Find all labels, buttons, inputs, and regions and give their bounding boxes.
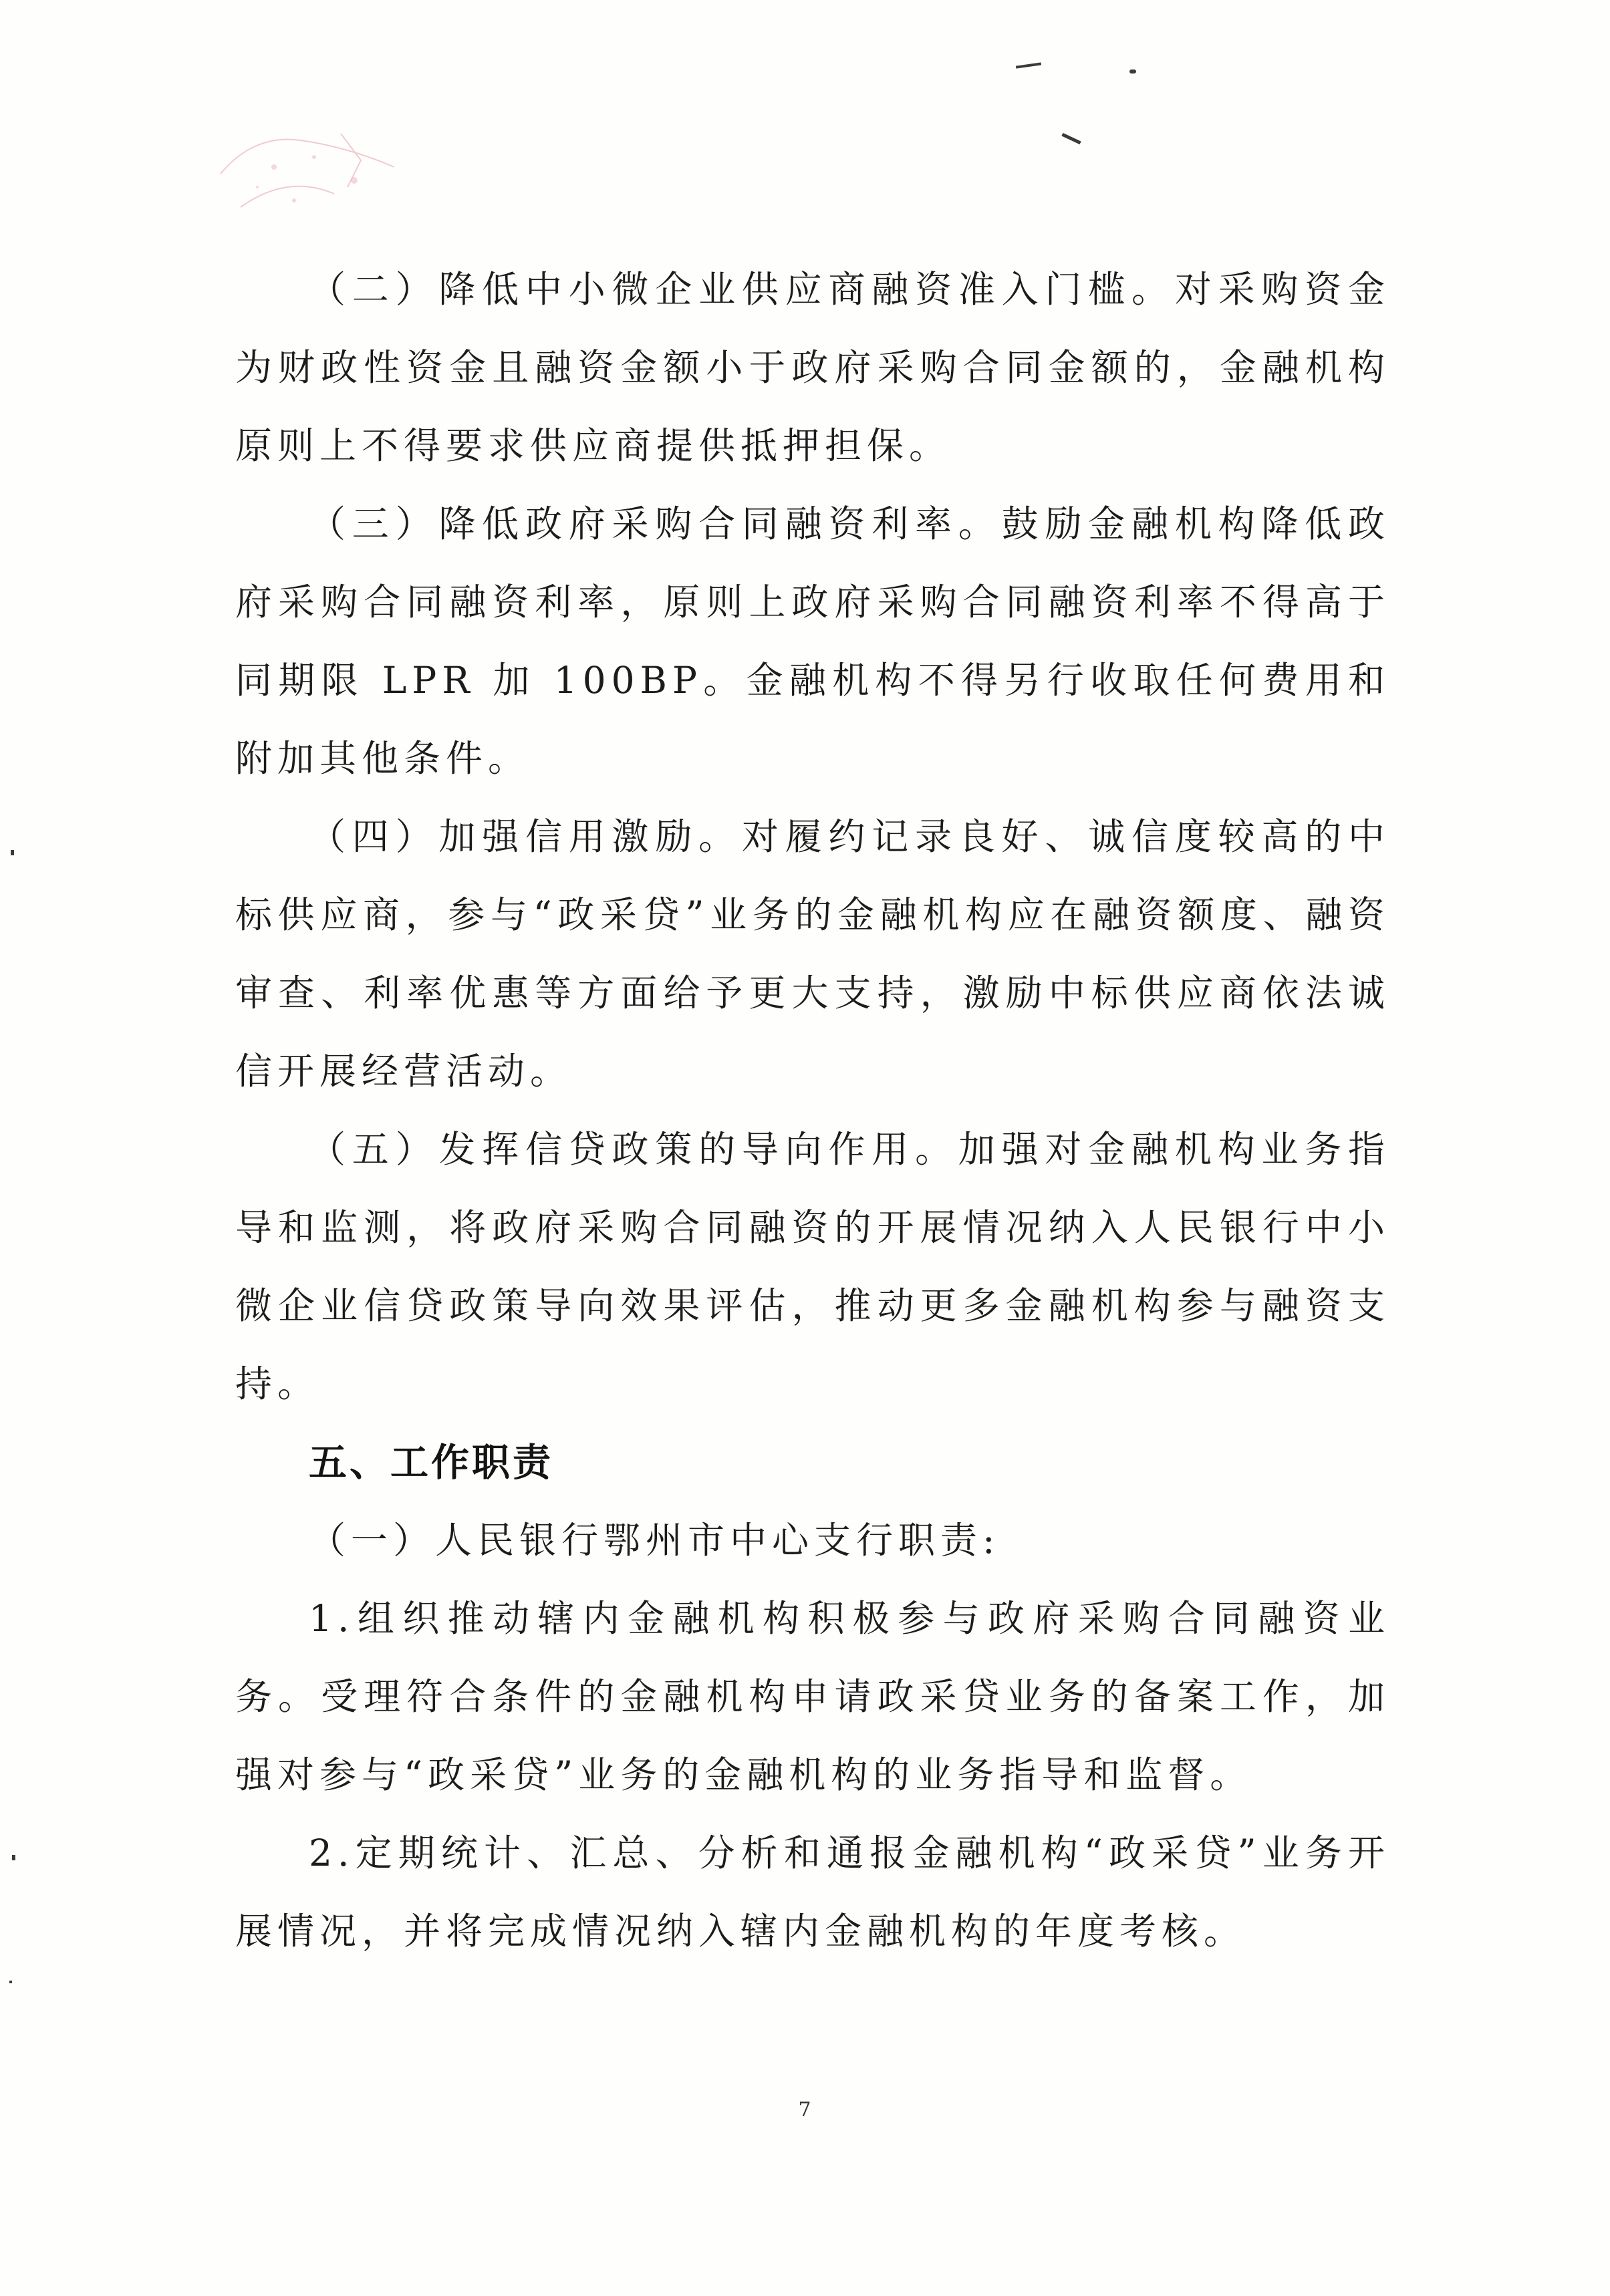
scan-speck bbox=[11, 850, 14, 855]
section-heading: 五、工作职责 bbox=[309, 1440, 553, 1485]
scan-speck bbox=[1129, 69, 1136, 74]
paragraph-credit-incentive: （四）加强信用激励。对履约记录良好、诚信度较高的中标供应商，参与“政采贷”业务的金融机构应在融资额度、融资审查、利率优惠等方面给予更大支持，激励中标供应商依法诚信开展经营活动。 bbox=[235, 815, 1390, 1093]
paragraph-lower-entry-threshold: （二）降低中小微企业供应商融资准入门槛。对采购资金为财政性资金且融资金额小于政府采购合同金额的，金融机构原则上不得要求供应商提供抵押担保。 bbox=[235, 268, 1390, 467]
list-item: 1.组织推动辖内金融机构积极参与政府采购合同融资业务。受理符合条件的金融机构申请政采贷业务的备案工作，加强对参与“政采贷”业务的金融机构的业务指导和监督。 bbox=[235, 1597, 1390, 1796]
faint-seal-bleed bbox=[194, 94, 434, 267]
paragraph-lower-financing-rate: （三）降低政府采购合同融资利率。鼓励金融机构降低政府采购合同融资利率，原则上政府采购合同融资利率不得高于同期限 LPR 加 100BP。金融机构不得另行收取任何费用和附加其他条件。 bbox=[235, 503, 1390, 780]
paragraph-credit-policy-guidance: （五）发挥信贷政策的导向作用。加强对金融机构业务指导和监测，将政府采购合同融资的开展情况纳入人民银行中小微企业信贷政策导向效果评估，推动更多金融机构参与融资支持。 bbox=[235, 1128, 1390, 1405]
scan-speck bbox=[1061, 133, 1081, 144]
list-item: 2.定期统计、汇总、分析和通报金融机构“政采贷”业务开展情况，并将完成情况纳入辖内金融机构的年度考核。 bbox=[235, 1832, 1390, 1953]
scan-speck bbox=[9, 1981, 12, 1983]
subsection-heading: （一）人民银行鄂州市中心支行职责: bbox=[309, 1519, 1000, 1562]
scan-speck bbox=[12, 1855, 15, 1860]
scan-speck bbox=[1016, 62, 1041, 68]
page-number: 7 bbox=[798, 2098, 811, 2122]
